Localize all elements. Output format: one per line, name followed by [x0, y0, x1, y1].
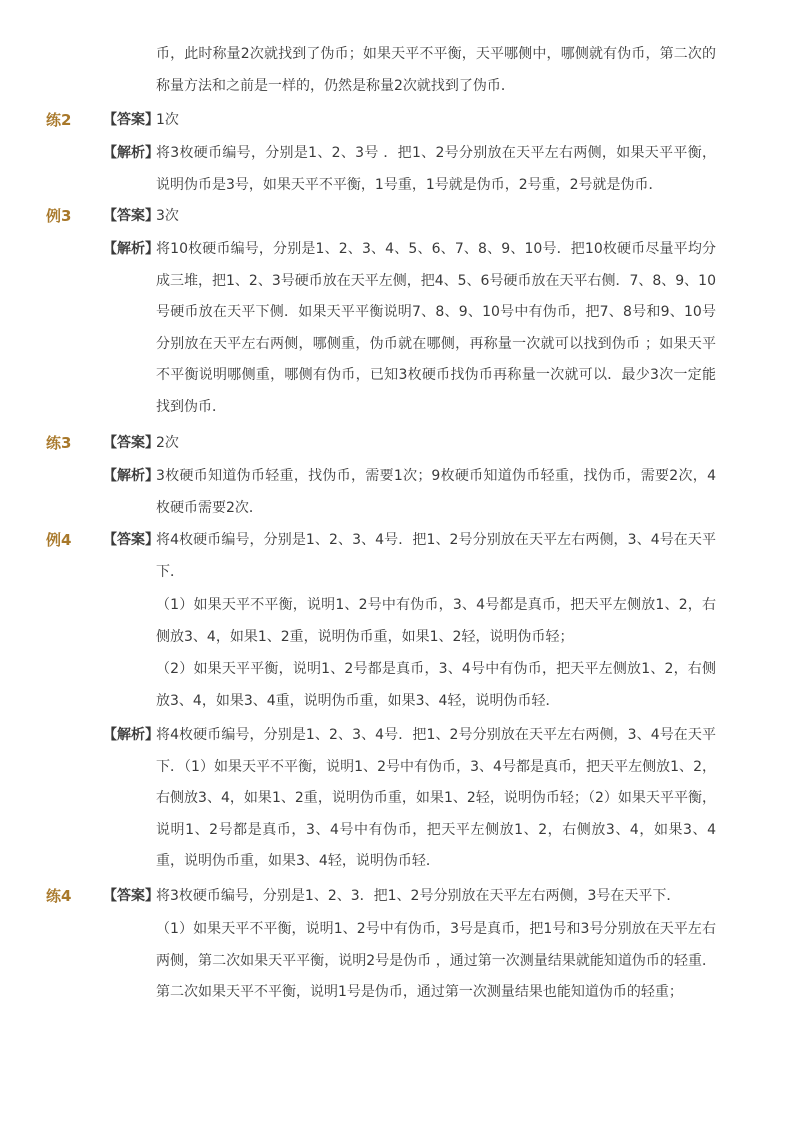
li4-tag: 例4 [46, 531, 72, 549]
lian2-analysis-label: 【解析】 [103, 145, 159, 161]
lian4-answer: 将3枚硬币编号，分别是1、2、3．把1、2号分别放在天平左右两侧，3号在天平下． [156, 888, 681, 904]
lian2-answer: 1次 [156, 112, 179, 128]
lian4-case1: （1）如果天平不平衡，说明1、2号中有伪币，3号是真币，把1号和3号分别放在天平左右两侧，第二次如果天平平衡，说明2号是伪币 ，通过第一次测量结果就能知道伪币的轻重．第二次如果天平不平衡，说明1号是伪币，通过第一次测量结果也能知道伪币的轻重； [156, 921, 716, 1000]
lian4-tag: 练4 [46, 887, 72, 905]
li4-answer-label: 【答案】 [103, 532, 159, 548]
li4-case1: （1）如果天平不平衡，说明1、2号中有伪币，3、4号都是真币，把天平左侧放1、2，右侧放3、4，如果1、2重，说明伪币重，如果1、2轻，说明伪币轻； [156, 597, 716, 645]
li3-analysis: 将10枚硬币编号，分别是1、2、3、4、5、6、7、8、9、10号．把10枚硬币尽量平均分成三堆，把1、2、3号硬币放在天平左侧，把4、5、6号硬币放在天平右侧．7、8、9、10号硬币放在天平下侧．如果天平平衡说明7、8、9、10号中有伪币，把7、8号和9、10号分别放在天平左右两侧，哪侧重，伪币就在哪侧，再称量一次就可以找到伪币 ；如果天平不平衡说明哪侧重，哪侧有伪币，已知3枚硬币找伪币再称量一次就可以．最少3次一定能找到伪币． [156, 241, 716, 415]
lian4-answer-label: 【答案】 [103, 888, 159, 904]
li4-analysis: 将4枚硬币编号，分别是1、2、3、4号．把1、2号分别放在天平左右两侧，3、4号在天平下．（1）如果天平不平衡，说明1、2号中有伪币，3、4号都是真币，把天平左侧放1、2，右侧放3、4，如果1、2重，说明伪币重，如果1、2轻，说明伪币轻；（2）如果天平平衡，说明1、2号都是真币，3、4号中有伪币，把天平左侧放1、2，右侧放3、4，如果3、4重，说明伪币重，如果3、4轻，说明伪币轻． [156, 727, 716, 869]
continuation-text: 币，此时称量2次就找到了伪币；如果天平不平衡，天平哪侧中，哪侧就有伪币，第二次的称量方法和之前是一样的，仍然是称量2次就找到了伪币． [156, 46, 716, 94]
lian3-answer-label: 【答案】 [103, 435, 159, 451]
lian3-answer: 2次 [156, 435, 179, 451]
lian3-tag: 练3 [46, 434, 72, 452]
li3-answer: 3次 [156, 208, 179, 224]
lian3-analysis: 3枚硬币知道伪币轻重，找伪币，需要1次；9枚硬币知道伪币轻重，找伪币，需要2次，4枚硬币需要2次． [156, 468, 716, 516]
li3-analysis-label: 【解析】 [103, 241, 159, 257]
li3-answer-label: 【答案】 [103, 208, 159, 224]
lian2-answer-label: 【答案】 [103, 112, 159, 128]
li4-analysis-label: 【解析】 [103, 727, 159, 743]
lian2-tag: 练2 [46, 111, 72, 129]
lian3-analysis-label: 【解析】 [103, 468, 159, 484]
li4-answer: 将4枚硬币编号，分别是1、2、3、4号．把1、2号分别放在天平左右两侧，3、4号在天平下． [156, 532, 716, 580]
li4-case2: （2）如果天平平衡，说明1、2号都是真币，3、4号中有伪币，把天平左侧放1、2，右侧放3、4，如果3、4重，说明伪币重，如果3、4轻，说明伪币轻． [156, 661, 716, 709]
li3-tag: 例3 [46, 207, 72, 225]
lian2-analysis: 将3枚硬币编号，分别是1、2、3号 ．把1、2号分别放在天平左右两侧，如果天平平衡，说明伪币是3号，如果天平不平衡，1号重，1号就是伪币，2号重，2号就是伪币． [156, 145, 716, 193]
